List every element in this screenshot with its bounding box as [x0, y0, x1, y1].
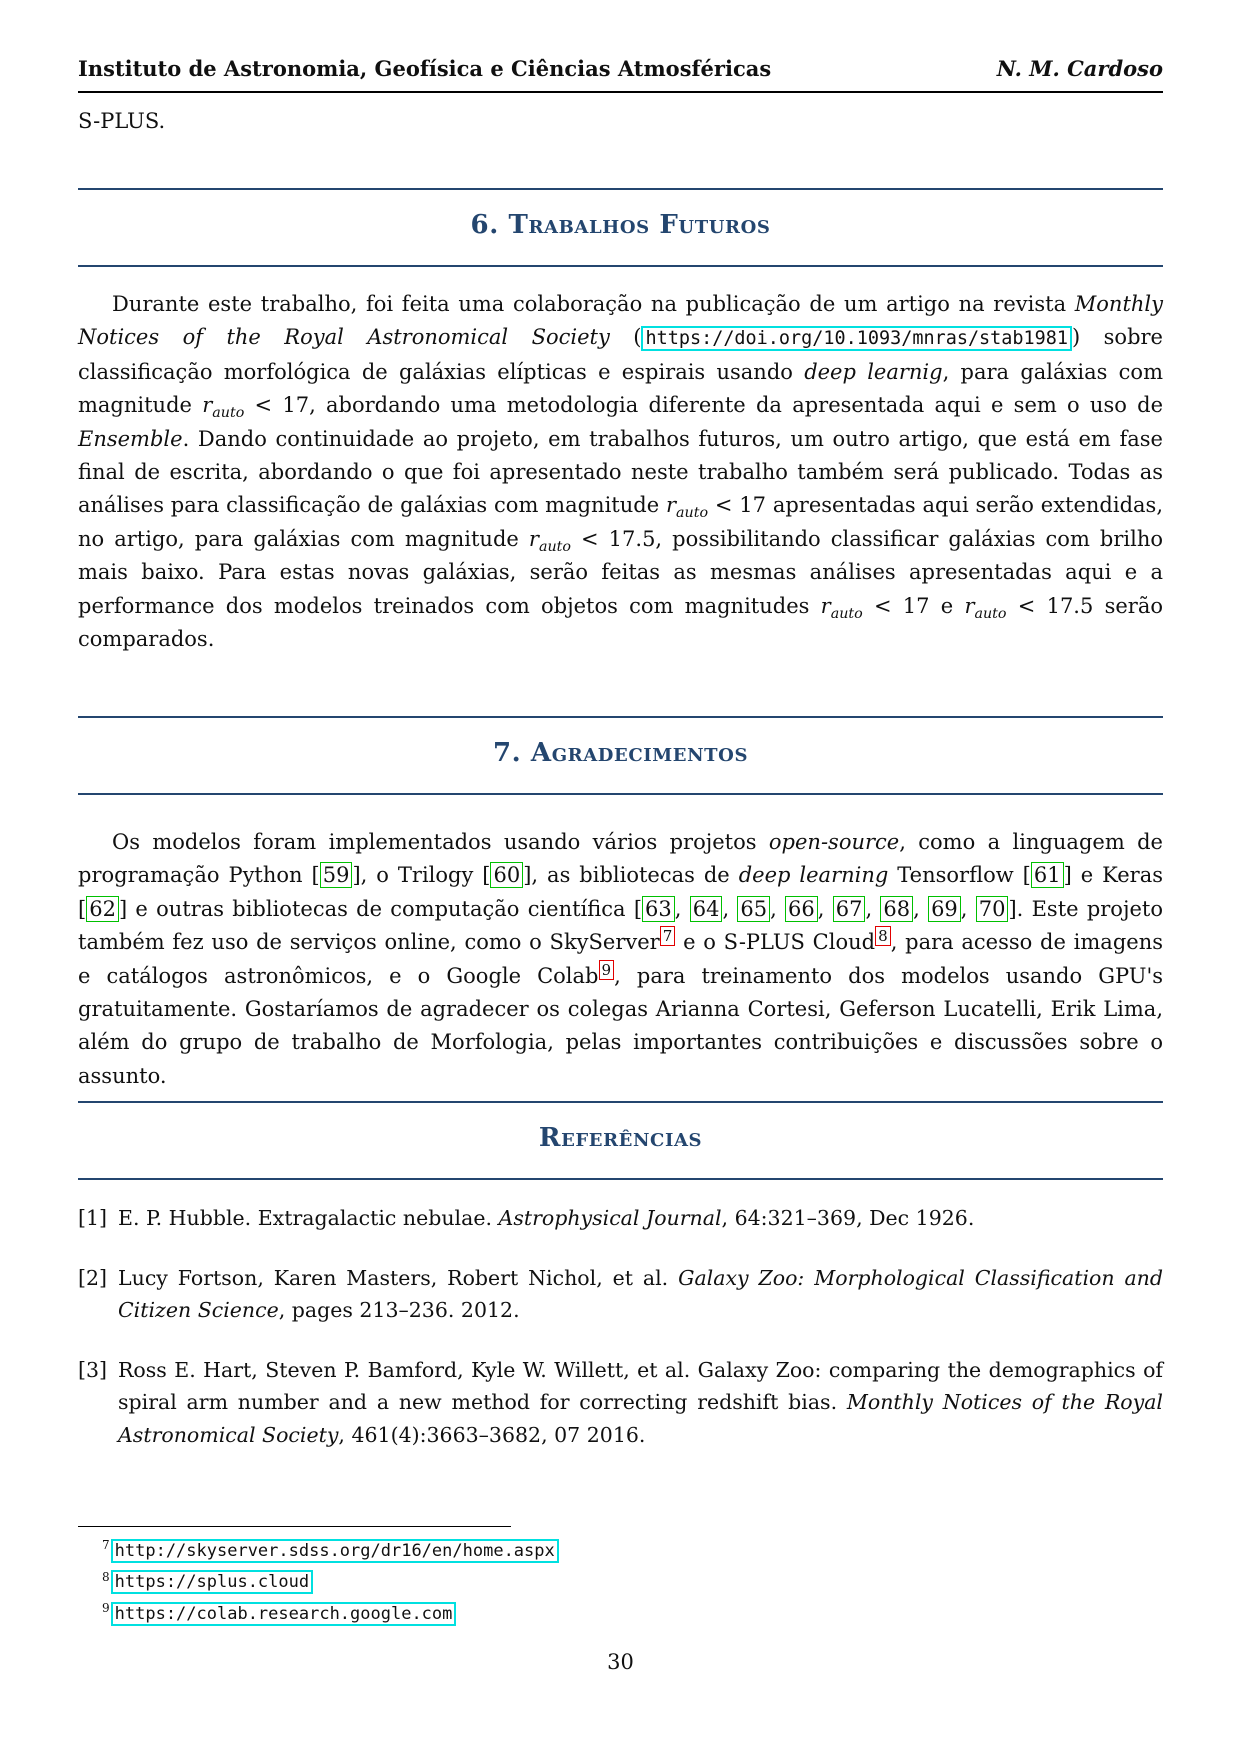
citation-link[interactable]: 66 [785, 896, 818, 922]
citation-link[interactable]: 63 [642, 896, 675, 922]
citation-link[interactable]: 65 [737, 896, 770, 922]
footnote-marker: 7 [102, 1538, 110, 1552]
italic-text: Astrophysical Journal [498, 1206, 722, 1230]
references-heading-block [78, 1101, 1163, 1180]
footnote-ref-link[interactable]: 7 [660, 926, 676, 946]
citation-link[interactable]: 62 [86, 896, 119, 922]
footnote-marker: 8 [102, 1569, 110, 1584]
section-7-paragraph: Os modelos foram implementados usando vários projetos open-source, como a linguagem de programação Python [ 59 ], o Trilogy [ 60 ], as bibliotecas de deep learning Tensorflow [ 61 ] e Keras [ 62 ] e outras bibliotecas de computação científica [ 63 , 64 , 65 , 66 , 67 , 68 , 69 , 70 ]. Este projeto também fez uso de serviços online, como o SkyServer $^7$ e o S-PLUS Cloud $^8$ , para acesso de imagens e catálogos astronômicos, e o Google Colab $^9$ , para treinamento dos modelos usando GPU's gratuitamente. Gostaríamos de agradecer os colegas Arianna Cortesi, Geferson Lucatelli, Erik Lima, além do grupo de trabalho de Morfologia, pelas importantes contribuições e discussões sobre o assunto. [78, 830, 1164, 1088]
reference-label: [1] [78, 1206, 108, 1230]
reference-label: [2] [78, 1265, 108, 1290]
page-number: 30 [607, 1650, 634, 1674]
italic-text: Ensemble [78, 426, 183, 451]
header-author: N. M. Cardoso [996, 56, 1163, 81]
math-r-auto: $r_{auto}$ [665, 493, 709, 522]
italic-text: Galaxy Zoo: Morphological Classification and Citizen Science [118, 1265, 1163, 1322]
header-institute: Instituto de Astronomia, Geofísica e Ciências Atmosféricas [78, 56, 772, 81]
references-list [78, 1202, 1163, 1478]
citation-link[interactable]: 68 [880, 896, 913, 922]
reference-label: [3] [78, 1357, 108, 1382]
footnote [78, 1595, 1163, 1627]
url-link[interactable]: https://doi.org/10.1093/mnras/stab1981 [641, 326, 1072, 351]
footnote-marker: 9 [102, 1601, 110, 1616]
footnote-lines [78, 1532, 1163, 1627]
reference-text: Ross E. Hart, Steven P. Bamford, Kyle W. Willett, et al. Galaxy Zoo: comparing the demographics of spiral arm number and a new method for correcting redshift bias. Monthly Notices of the Royal Astronomical Society, 461(4):3663–3682, 07 2016. [118, 1357, 1163, 1447]
footnote-url-link[interactable]: https://splus.cloud [111, 1570, 313, 1594]
references-title: Referências [538, 1123, 703, 1153]
math-r-auto: $r_{auto}$ [820, 593, 863, 622]
citation-link[interactable]: 60 [490, 862, 523, 888]
section-7-heading-block [78, 716, 1163, 795]
math-r-auto: $r_{auto}$ [528, 526, 571, 556]
footnote [78, 1564, 1163, 1596]
citation-link[interactable]: 67 [833, 896, 866, 922]
footnote [78, 1532, 1163, 1564]
citation-link[interactable]: 69 [928, 896, 961, 922]
italic-text: Monthly Notices of the Royal Astronomical Society [78, 292, 1163, 350]
section-6-heading-block [78, 188, 1163, 267]
citation-link[interactable]: 59 [320, 862, 353, 888]
italic-text: deep learnig [804, 359, 943, 384]
section-7-title: 7. Agradecimentos [492, 738, 749, 768]
footnote-url-link[interactable]: http://skyserver.sdss.org/dr16/en/home.aspx [111, 1539, 559, 1563]
italic-text: deep learning [738, 863, 889, 888]
lead-text: S-PLUS. [78, 109, 166, 133]
section-6-paragraph: Durante este trabalho, foi feita uma colaboração na publicação de um artigo na revista Monthly Notices of the Royal Astronomical Society ( https://doi.org/10.1093/mnras/stab1981 ) sobre classificação morfológica de galáxias elípticas e espirais usando deep learnig, para galáxias com magnitude $r_{auto} < 17$, abordando uma metodologia diferente da apresentada aqui e sem o uso de Ensemble. Dando continuidade ao projeto, em trabalhos futuros, um outro artigo, que está em fase final de escrita, abordando o que foi apresentado neste trabalho também será publicado. Todas as análises para classificação de galáxias com magnitude $r_{auto} < 17$ apresentadas aqui serão extendidas, no artigo, para galáxias com magnitude $r_{auto} < 17.5$, possibilitando classificar galáxias com brilho mais baixo. Para estas novas galáxias, serão feitas as mesmas análises apresentadas aqui e a performance dos modelos treinados com objetos com magnitudes $r_{auto} < 17$ e $r_{auto} < 17.5$ serão comparados. [78, 292, 1164, 652]
math-r-auto: $r_{auto}$ [202, 393, 245, 422]
reference-text: Lucy Fortson, Karen Masters, Robert Nichol, et al. Galaxy Zoo: Morphological Classification and Citizen Science, pages 213–236. 2012. [118, 1265, 1163, 1322]
footnote-ref-link[interactable]: 8 [875, 926, 891, 946]
citation-link[interactable]: 70 [976, 896, 1009, 922]
section-6-title: 6. Trabalhos Futuros [470, 210, 771, 240]
page-header [78, 56, 1163, 93]
citation-link[interactable]: 64 [690, 896, 723, 922]
math-r-auto: $r_{auto}$ [964, 593, 1007, 622]
italic-text: Monthly Notices of the Royal Astronomical Society [118, 1390, 1163, 1447]
reference-text: E. P. Hubble. Extragalactic nebulae. Astrophysical Journal, 64:321–369, Dec 1926. [118, 1206, 975, 1230]
footnote-url-link[interactable]: https://colab.research.google.com [111, 1602, 457, 1626]
footnote-ref-link[interactable]: 9 [599, 960, 615, 980]
citation-link[interactable]: 61 [1031, 862, 1064, 888]
reference-item [78, 1262, 1163, 1327]
footnote-rule [78, 1526, 511, 1527]
italic-text: open-source [768, 830, 900, 854]
reference-item [78, 1354, 1163, 1452]
reference-item [78, 1202, 1163, 1235]
footnotes-block [78, 1526, 1163, 1627]
